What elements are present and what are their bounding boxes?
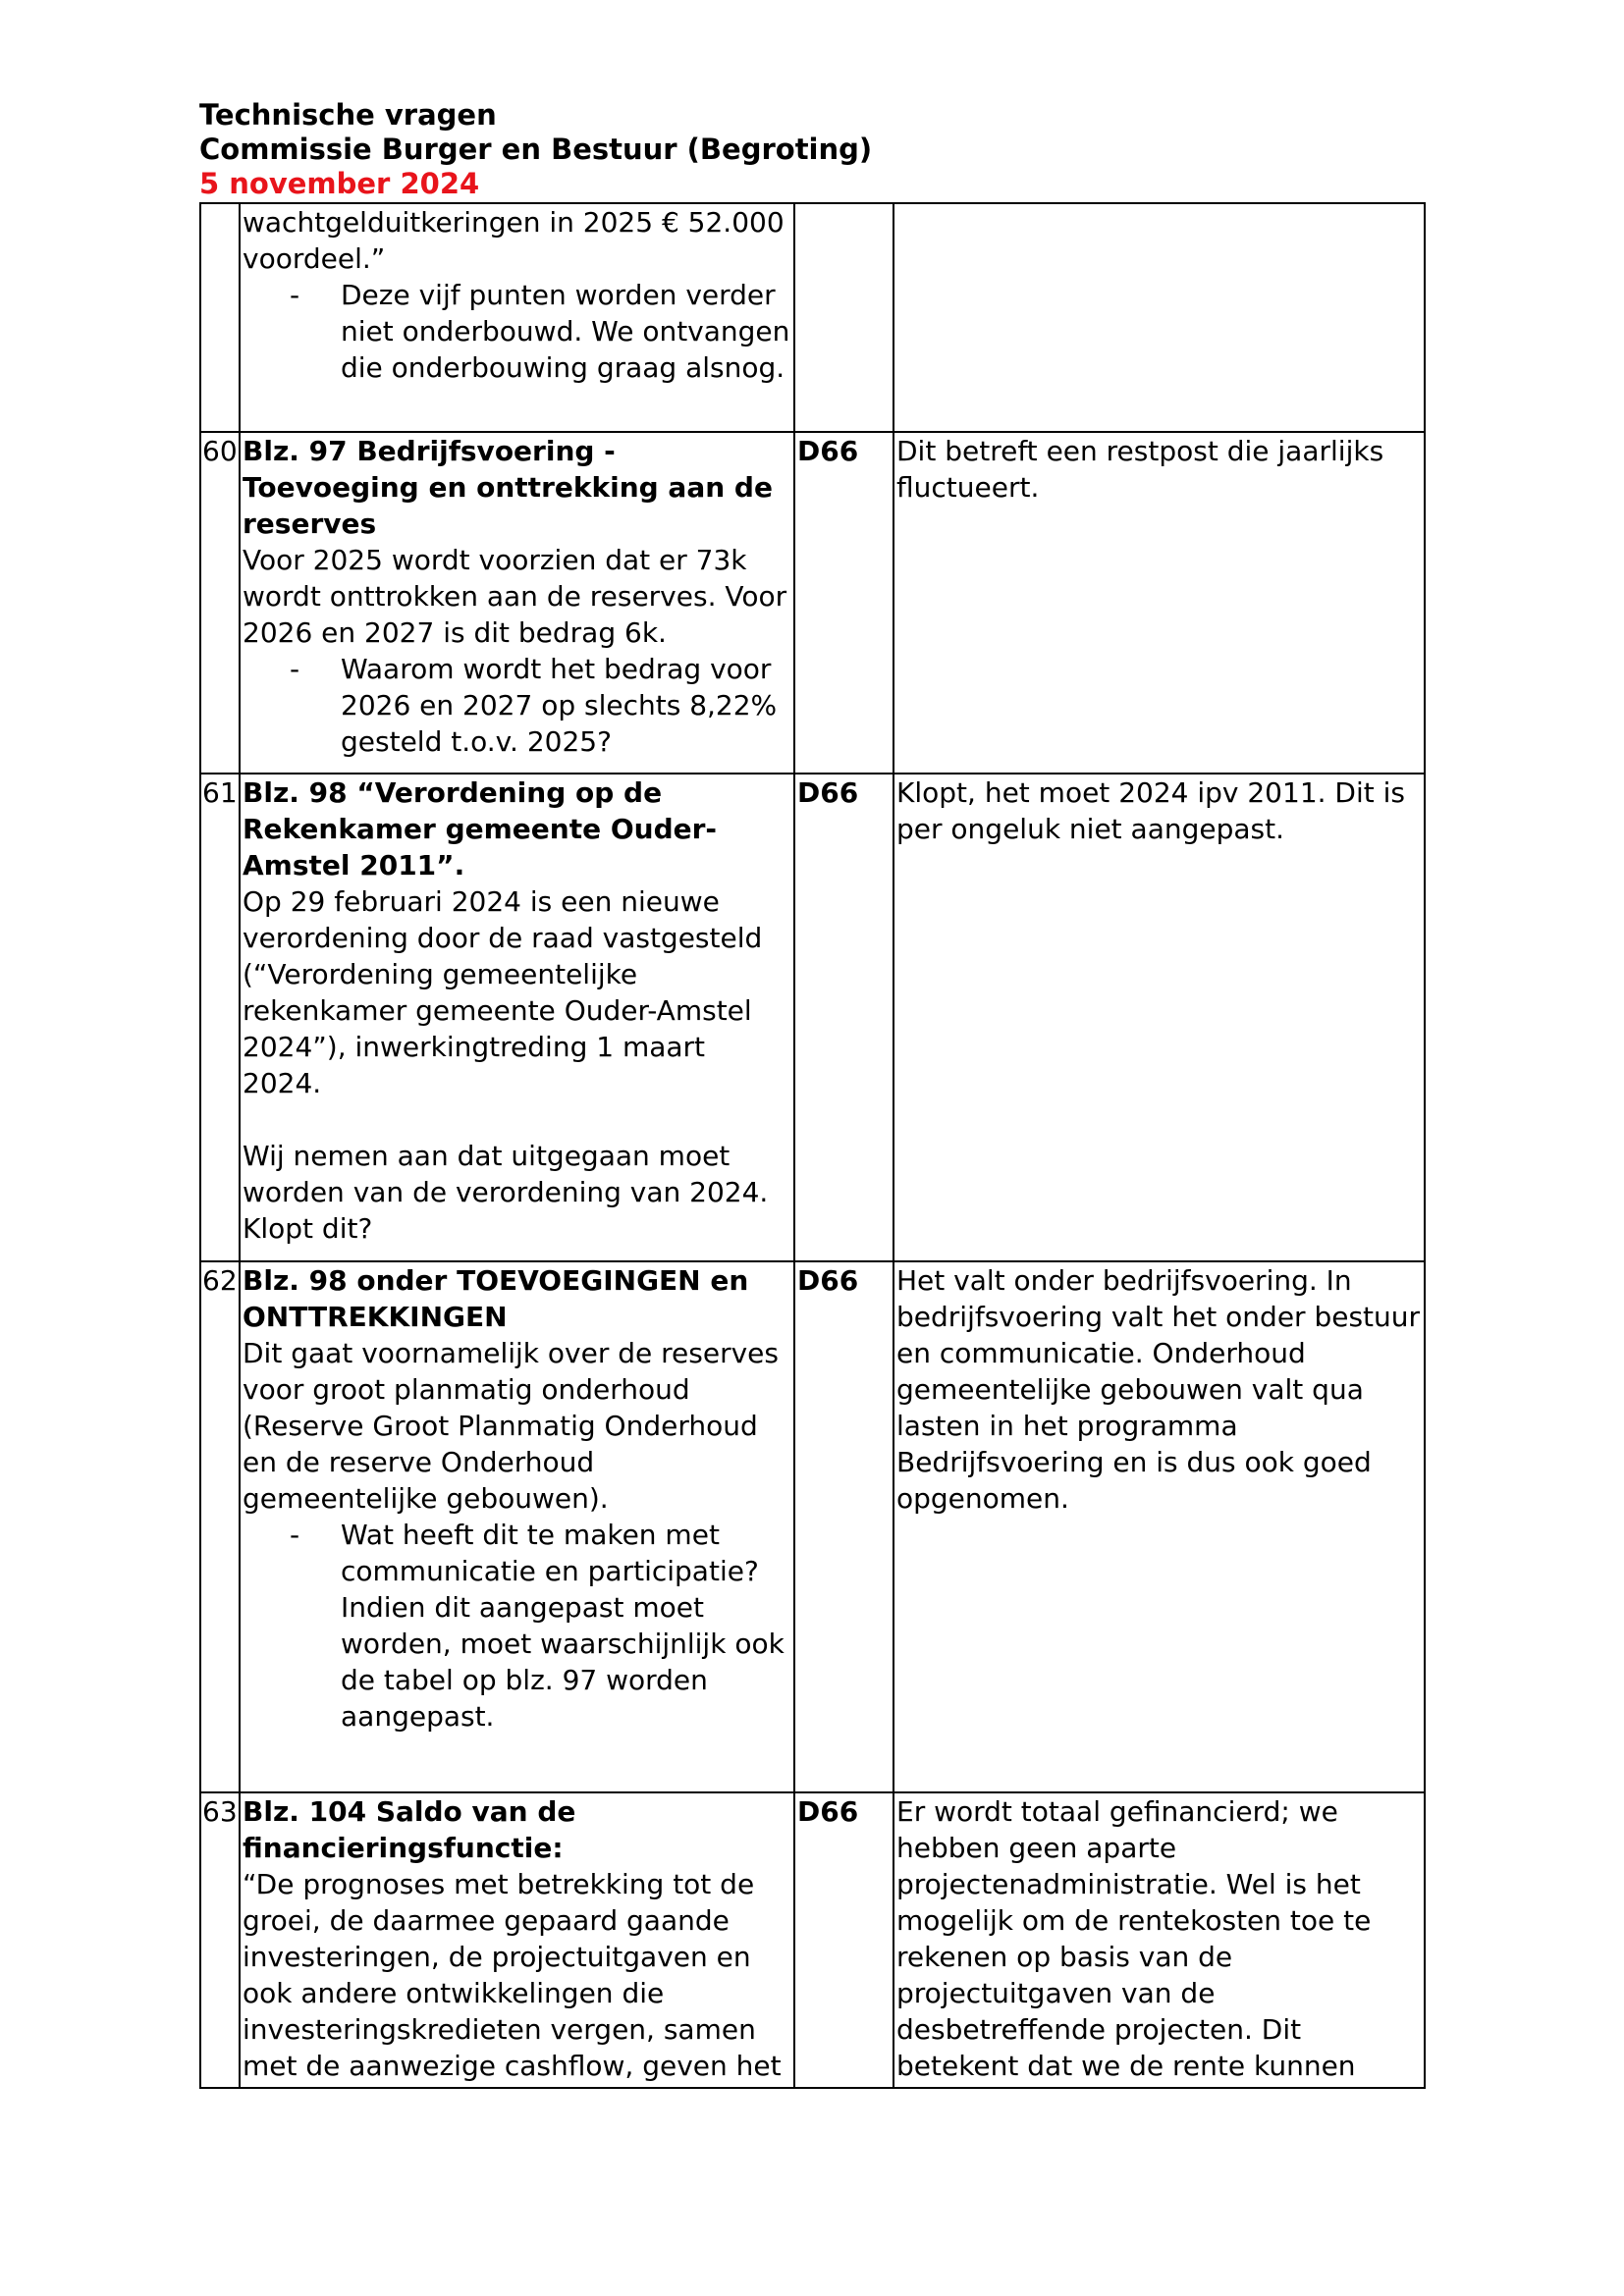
table-row [200,774,1425,1261]
question-number [200,203,240,432]
question-cell [240,203,794,432]
answer-cell: Het valt onder bedrijfsvoering. In bedrijfsvoering valt het onder bestuur en communicatie. Onderhoud gemeentelijke gebouwen valt qua lasten in het programma Bedrijfsvoering en is dus ook goed opgenomen. [893,1261,1425,1792]
question-number: 63 [200,1792,240,2088]
table-row [200,432,1425,774]
table-row [200,203,1425,432]
questions-table [199,202,1426,2089]
question-title: Blz. 97 Bedrijfsvoering - Toevoeging en onttrekking aan de reserves [243,435,773,540]
table-row [200,1261,1425,1792]
party-cell [794,203,893,432]
question-text: Dit gaat voornamelijk over de reserves voor groot planmatig onderhoud (Reserve Groot Planmatig Onderhoud en de reserve Onderhoud gemeentelijke gebouwen). [243,1337,779,1515]
question-text: Voor 2025 wordt voorzien dat er 73k wordt onttrokken aan de reserves. Voor 2026 en 2027 is dit bedrag 6k. [243,544,787,649]
answer-cell: Klopt, het moet 2024 ipv 2011. Dit is per ongeluk niet aangepast. [893,774,1425,1261]
question-cell [240,1792,794,2088]
question-text: “De prognoses met betrekking tot de groei, de daarmee gepaard gaande investeringen, de projectuitgaven en ook andere ontwikkelingen die investeringskredieten vergen, samen met de aanwezige cashflow, geven het [243,1868,782,2082]
question-bullet: - Wat heeft dit te maken met communicatie en participatie? Indien dit aangepast moet worden, moet waarschijnlijk ook de tabel op blz. 97 worden aangepast. [243,1517,791,1735]
header-title: Technische vragen [199,98,497,132]
question-text: Wij nemen aan dat uitgegaan moet worden van de verordening van 2024. Klopt dit? [243,1140,769,1245]
question-number: 62 [200,1261,240,1792]
question-title: Blz. 98 “Verordening op de Rekenkamer gemeente Ouder-Amstel 2011”. [243,776,718,881]
party-cell: D66 [794,774,893,1261]
question-text: wachtgelduitkeringen in 2025 € 52.000 voordeel.” [243,206,785,275]
question-bullet: - Deze vijf punten worden verder niet onderbouwd. We ontvangen die onderbouwing graag alsnog. [243,277,791,386]
answer-cell: Er wordt totaal gefinancierd; we hebben geen aparte projectenadministratie. Wel is het mogelijk om de rentekosten toe te rekenen op basis van de projectuitgaven van de desbetreffende projecten. Dit betekent dat we de rente kunnen [893,1792,1425,2088]
question-number: 61 [200,774,240,1261]
answer-cell: Dit betreft een restpost die jaarlijks fluctueert. [893,432,1425,774]
question-cell [240,432,794,774]
question-text: Op 29 februari 2024 is een nieuwe verordening door de raad vastgesteld (“Verordening gemeentelijke rekenkamer gemeente Ouder-Amstel 2024”), inwerkingtreding 1 maart 2024. [243,885,763,1099]
header-subtitle: Commissie Burger en Bestuur (Begroting) [199,133,873,166]
question-number: 60 [200,432,240,774]
party-cell: D66 [794,432,893,774]
table-row [200,1792,1425,2088]
document-header [199,98,872,201]
question-title: Blz. 104 Saldo van de financieringsfunctie: [243,1795,576,1864]
party-cell: D66 [794,1792,893,2088]
question-cell [240,1261,794,1792]
question-title: Blz. 98 onder TOEVOEGINGEN en ONTTREKKINGEN [243,1264,749,1333]
party-cell: D66 [794,1261,893,1792]
question-bullet: - Waarom wordt het bedrag voor 2026 en 2027 op slechts 8,22% gesteld t.o.v. 2025? [243,651,791,760]
answer-cell [893,203,1425,432]
header-date: 5 november 2024 [199,167,480,200]
paragraph-gap [243,1101,791,1138]
question-cell [240,774,794,1261]
